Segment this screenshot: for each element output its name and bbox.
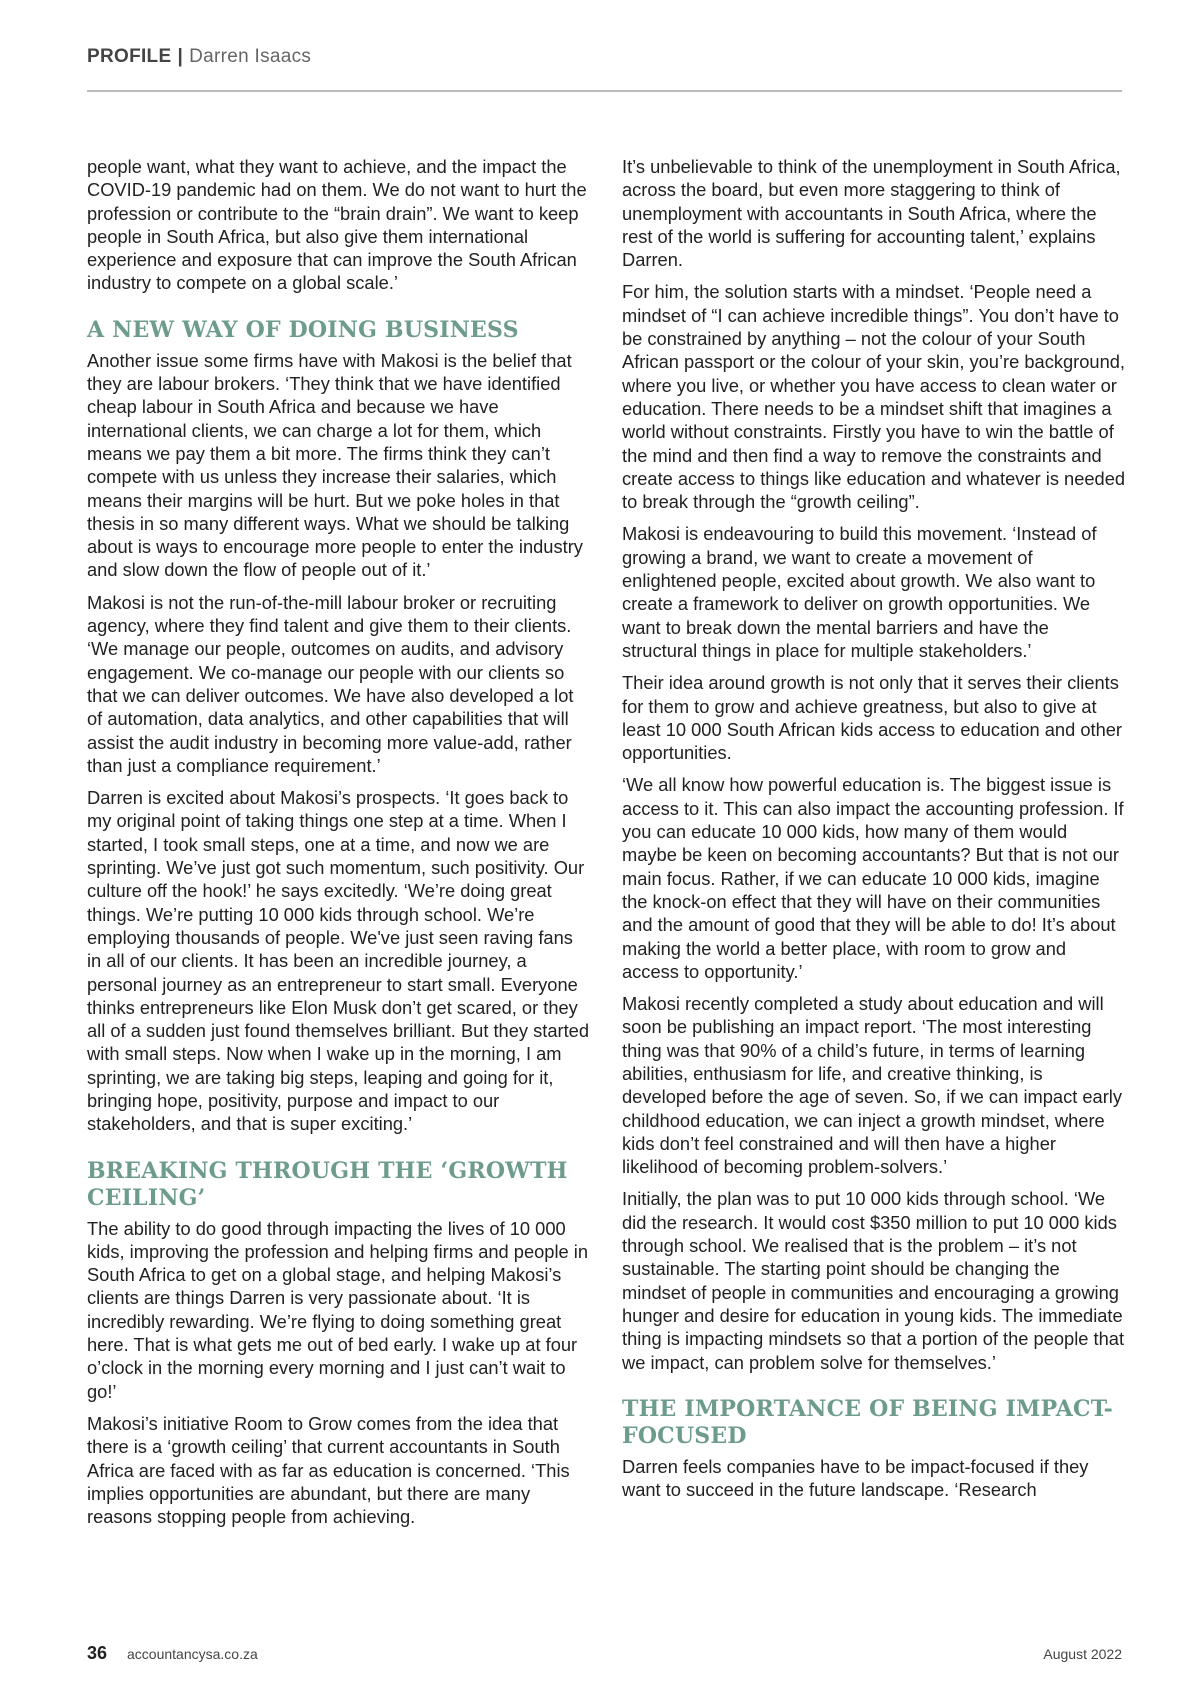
left-column [87, 155, 592, 1537]
page-header [87, 46, 1122, 92]
paragraph: Makosi is endeavouring to build this movement. ‘Instead of growing a brand, we want to create a movement of enlightened people, excited about growth. We also want to create a framework to deliver on growth opportunities. We want to break down the mental barriers and have the structural things in place for multiple stakeholders.’ [622, 523, 1097, 661]
paragraph: Initially, the plan was to put 10 000 kids through school. ‘We did the research. It would cost $350 million to put 10 000 kids through school. We realised that is the problem – it’s not sustainable. The starting point should be changing the mindset of people in communities and encouraging a growing hunger and desire for education in young kids. The immediate thing is impacting mindsets so that a portion of the people that we impact, can problem solve for themselves.’ [622, 1188, 1125, 1373]
section-heading: BREAKING THROUGH THE ‘GROWTH CEILING’ [87, 1157, 568, 1211]
paragraph: Makosi’s initiative Room to Grow comes from the idea that there is a ‘growth ceiling’ that current accountants in South Africa are faced with as far as education is concerned. ‘This implies opportunities are abundant, but there are many reasons stopping people from achieving. [87, 1412, 570, 1528]
section-heading: THE IMPORTANCE OF BEING IMPACT-FOCUSED [622, 1395, 1113, 1449]
page-footer [87, 1643, 1122, 1667]
page-number: 36 [87, 1643, 108, 1663]
profile-name: Darren Isaacs [189, 46, 312, 67]
issue-date: August 2022 [1043, 1646, 1122, 1662]
section-label: PROFILE [87, 46, 172, 67]
paragraph: It’s unbelievable to think of the unemployment in South Africa, across the board, but even more staggering to think of unemployment with accountants in South Africa, where the rest of the world is suffering for accounting talent,’ explains Darren. [622, 156, 1121, 271]
paragraph: Makosi recently completed a study about education and will soon be publishing an impact report. ‘The most interesting thing was that 90% of a child’s future, in terms of learning abilities, enthusiasm for life, and creative thinking, is developed before the age of seven. So, if we can impact early childhood education, we can inject a growth mindset, where kids don’t feel constrained and will then have a higher likelihood of becoming problem-solvers.’ [622, 993, 1122, 1178]
paragraph: ‘We all know how powerful education is. The biggest issue is access to it. This can also impact the accounting profession. If you can educate 10 000 kids, how many of them would maybe be keen on becoming accountants? But that is not our main focus. Rather, if we can educate 10 000 kids, imagine the knock-on effect that they will have on their communities and the amount of good that they will be able to do! It’s about making the world a better place, with room to grow and access to opportunity.’ [622, 774, 1124, 982]
paragraph: Darren is excited about Makosi’s prospects. ‘It goes back to my original point of taking things one step at a time. When I started, I took small steps, one at a time, and now we are sprinting. We’ve just got such momentum, such positivity. Our culture off the hook!’ he says excitedly. ‘We’re doing great things. We’re putting 10 000 kids through school. We’re employing thousands of people. We've just seen raving fans in all of our clients. It has been an incredible journey, a personal journey as an entrepreneur to start small. Everyone thinks entrepreneurs like Elon Musk don’t get scared, or they all of a sudden just found themselves brilliant. But they started with small steps. Now when I wake up in the morning, I am sprinting, we are taking big steps, leaping and going for it, bringing hope, positivity, purpose and impact to our stakeholders, and that is super exciting.’ [87, 787, 590, 1135]
paragraph: Darren feels companies have to be impact-focused if they want to succeed in the future landscape. ‘Research [622, 1455, 1089, 1501]
section-heading: A NEW WAY OF DOING BUSINESS [87, 316, 519, 343]
paragraph: people want, what they want to achieve, and the impact the COVID-19 pandemic had on them. We do not want to hurt the profession or contribute to the “brain drain”. We want to keep people in South Africa, but also give them international experience and exposure that can improve the South African industry to compete on a global scale.’ [87, 156, 587, 294]
paragraph: For him, the solution starts with a mindset. ‘People need a mindset of “I can achieve incredible things”. You don’t have to be constrained by anything – not the colour of your South African passport or the colour of your skin, you’re background, where you live, or whether you have access to clean water or education. There needs to be a mindset shift that imagines a world without constraints. Firstly you have to win the battle of the mind and then find a way to remove the constraints and create access to things like education and whatever is needed to break through the “growth ceiling”. [622, 281, 1126, 513]
paragraph: The ability to do good through impacting the lives of 10 000 kids, improving the profession and helping firms and people in South Africa to get on a global stage, and helping Makosi’s clients are things Darren is very passionate about. ‘It is incredibly rewarding. We’re flying to doing something great here. That is what gets me out of bed early. I wake up at four o’clock in the morning every morning and I just can’t wait to go!’ [87, 1217, 588, 1402]
paragraph: Their idea around growth is not only that it serves their clients for them to grow and achieve greatness, but also to give at least 10 000 South African kids access to education and other opportunities. [622, 672, 1123, 764]
site-url: accountancysa.co.za [127, 1646, 258, 1662]
header-row [87, 46, 1122, 68]
header-separator: | [177, 46, 184, 67]
paragraph: Makosi is not the run-of-the-mill labour broker or recruiting agency, where they find talent and give them to their clients. ‘We manage our people, outcomes on audits, and advisory engagement. We co-manage our people with our clients so that we can deliver outcomes. We have also developed a lot of automation, data analytics, and other capabilities that will assist the audit industry in becoming more value-add, rather than just a compliance requirement.’ [87, 591, 574, 776]
right-column [622, 155, 1127, 1510]
paragraph: Another issue some firms have with Makosi is the belief that they are labour brokers. ‘They think that we have identified cheap labour in South Africa and because we have international clients, we can charge a lot for them, which means we pay them a bit more. The firms think they can’t compete with us unless they increase their salaries, which means their margins will be hurt. But we poke holes in that thesis in so many different ways. What we should be talking about is ways to encourage more people to enter the industry and slow down the flow of people out of it.’ [87, 349, 583, 581]
